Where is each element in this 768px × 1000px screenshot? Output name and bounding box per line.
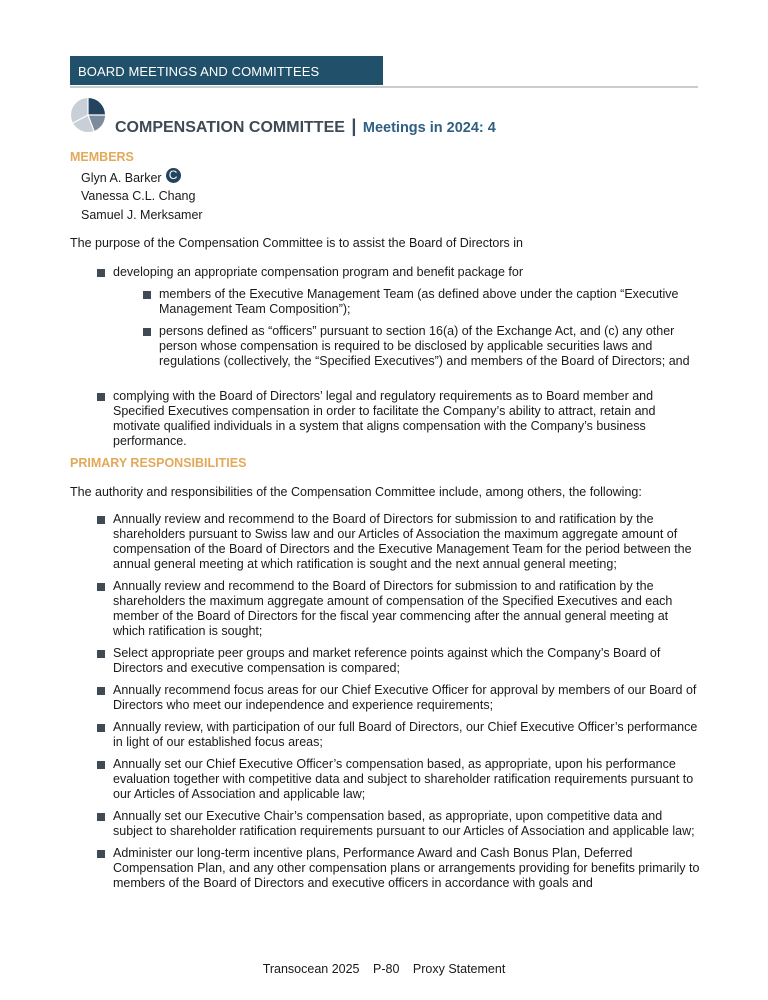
square-bullet-icon [97,516,105,524]
list-item: developing an appropriate compensation program and benefit package for [95,265,700,280]
footer-company: Transocean 2025 [262,962,360,976]
section-banner: BOARD MEETINGS AND COMMITTEES [70,56,383,85]
list-item: persons defined as “officers” pursuant to section 16(a) of the Exchange Act, and (c) any other person whose compensation is required to be disclosed by applicable securities laws and regulations (collectively, the “Specified Executives”) and members of the Board of Directors; and [140,324,700,369]
committee-title [115,116,496,137]
list-item: Annually review, with participation of our full Board of Directors, our Chief Executive Officer’s performance in light of our established focus areas; [95,720,700,750]
list-item: members of the Executive Management Team (as defined above under the caption “Executive Management Team Composition”); [140,287,700,317]
purpose-list-2 [95,389,700,449]
responsibilities-intro: The authority and responsibilities of the Compensation Committee include, among others, the following: [70,485,642,499]
square-bullet-icon [97,269,105,277]
member-item: Samuel J. Merksamer [81,208,203,222]
members-heading: MEMBERS [70,150,134,164]
purpose-sublist [140,287,700,369]
list-item: Annually review and recommend to the Board of Directors for submission to and ratification by the shareholders the maximum aggregate amount of compensation of the Specified Executives and each member of the Board of Directors for the fiscal year commencing after the annual general meeting at which ratification is sought; [95,579,700,639]
purpose-list [95,265,700,280]
meetings-count: Meetings in 2024: 4 [362,120,496,136]
footer-document: Proxy Statement [412,962,506,976]
square-bullet-icon [97,393,105,401]
square-bullet-icon [143,328,151,336]
purpose-intro: The purpose of the Compensation Committee is to assist the Board of Directors in [70,236,523,250]
square-bullet-icon [97,761,105,769]
member-item: Vanessa C.L. Chang [81,189,196,203]
title-separator: | [351,116,357,136]
member-item [81,168,181,187]
square-bullet-icon [97,850,105,858]
square-bullet-icon [97,687,105,695]
square-bullet-icon [143,291,151,299]
section-divider [70,86,698,88]
responsibilities-heading: PRIMARY RESPONSIBILITIES [70,456,247,470]
square-bullet-icon [97,650,105,658]
responsibilities-list [95,512,700,898]
list-item: Administer our long-term incentive plans, Performance Award and Cash Bonus Plan, Deferred Compensation Plan, and any other compensation plans or arrangements providing for benefits primarily to members of the Board of Directors and executive officers in accordance with goals and [95,846,700,891]
member-name: Glyn A. Barker [81,171,162,185]
list-item: Annually recommend focus areas for our Chief Executive Officer for approval by members of our Board of Directors who meet our independence and experience requirements; [95,683,700,713]
list-item: Annually review and recommend to the Board of Directors for submission to and ratification by the shareholders pursuant to Swiss law and our Articles of Association the maximum aggregate amount of compensation of the Board of Directors and the Executive Management Team for the period between the annual general meeting at which ratification is sought and the next annual general meeting; [95,512,700,572]
page-footer [0,962,768,976]
pie-chart-icon [70,97,106,133]
committee-name: COMPENSATION COMMITTEE [115,119,345,136]
chair-badge-icon: C [166,168,181,183]
square-bullet-icon [97,813,105,821]
list-item: Annually set our Chief Executive Officer’s compensation based, as appropriate, upon his performance evaluation together with competitive data and subject to shareholder ratification requirements pursuant to our Articles of Association and applicable law; [95,757,700,802]
list-item: Select appropriate peer groups and market reference points against which the Company’s Board of Directors and executive compensation is compared; [95,646,700,676]
square-bullet-icon [97,583,105,591]
list-item: Annually set our Executive Chair’s compensation based, as appropriate, upon competitive data and subject to shareholder ratification requirements pursuant to our Articles of Association and applicable law; [95,809,700,839]
square-bullet-icon [97,724,105,732]
list-item: complying with the Board of Directors’ legal and regulatory requirements as to Board member and Specified Executives compensation in order to facilitate the Company’s ability to attract, retain and motivate qualified individuals in a system that aligns compensation with the Company’s business performance. [95,389,700,449]
footer-page-number: P-80 [373,962,400,976]
